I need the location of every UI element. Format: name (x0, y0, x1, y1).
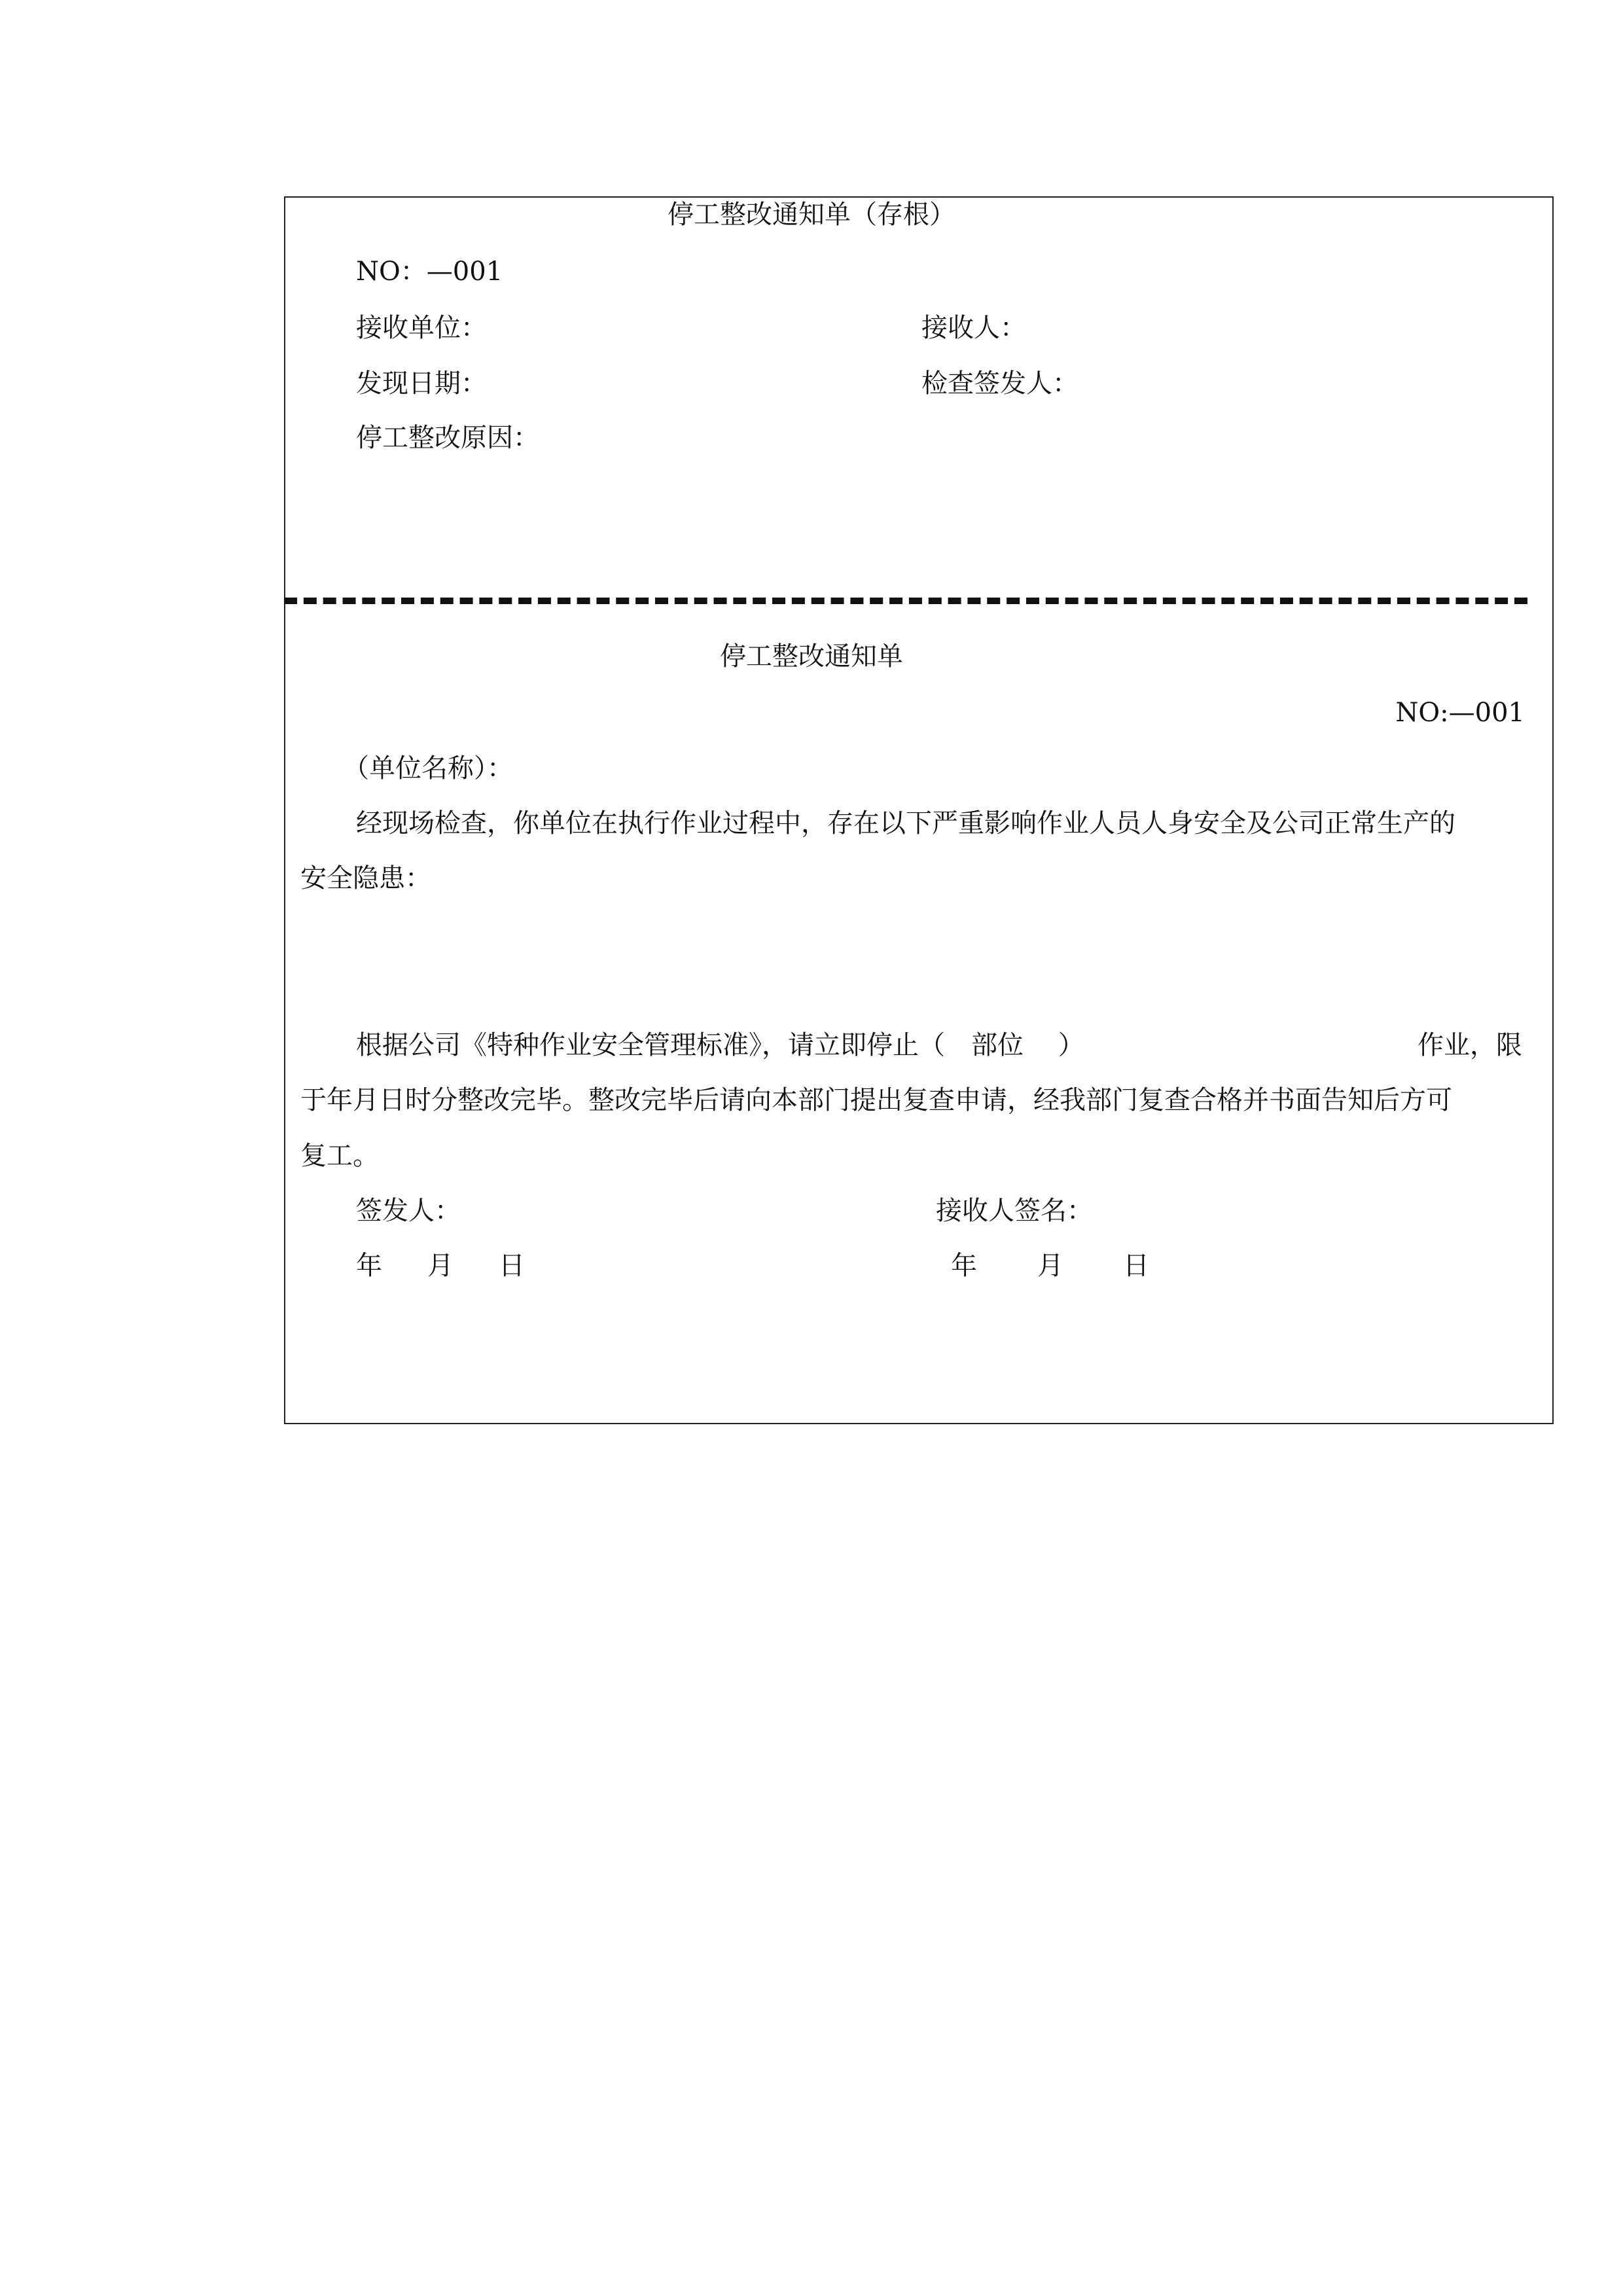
issuer-date-year: 年 (356, 1251, 382, 1281)
stub-found-date-label: 发现日期： (356, 368, 487, 399)
stub-inspector-label: 检查签发人： (921, 368, 1079, 399)
stub-receiver-label: 接收人： (921, 313, 1026, 343)
inspection-finding-line-2: 安全隐患： (300, 863, 431, 893)
issuer-date-month: 月 (427, 1251, 454, 1281)
stub-receiving-unit-label: 接收单位： (356, 313, 487, 343)
stub-reason-label: 停工整改原因： (356, 423, 539, 453)
receiver-date-year: 年 (951, 1251, 977, 1281)
stop-work-instruction-right: 作业，限 (1418, 1030, 1522, 1060)
stop-work-instruction-left: 根据公司《特种作业安全管理标准》，请立即停止（ 部位 ） (356, 1030, 1084, 1060)
issuer-date-day: 日 (499, 1251, 525, 1281)
inspection-finding-line-1: 经现场检查，你单位在执行作业过程中，存在以下严重影响作业人员人身安全及公司正常生产的 (356, 808, 1455, 838)
notice-title: 停工整改通知单 (720, 641, 903, 672)
receiver-date-month: 月 (1037, 1251, 1063, 1281)
issuer-label: 签发人： (356, 1196, 461, 1226)
unit-name-label: （单位名称）： (343, 753, 513, 783)
stub-number: NO：—001 (356, 257, 503, 287)
notice-number: NO:—001 (1395, 698, 1525, 728)
tear-off-dashed-line (284, 598, 1527, 604)
receiver-date-day: 日 (1123, 1251, 1149, 1281)
stub-title: 停工整改通知单（存根） (668, 200, 955, 230)
resume-work-line: 复工。 (300, 1141, 379, 1171)
receiver-signature-label: 接收人签名： (936, 1196, 1093, 1226)
deadline-instruction-line: 于年月日时分整改完毕。整改完毕后请向本部门提出复查申请，经我部门复查合格并书面告知后方可 (300, 1085, 1452, 1115)
